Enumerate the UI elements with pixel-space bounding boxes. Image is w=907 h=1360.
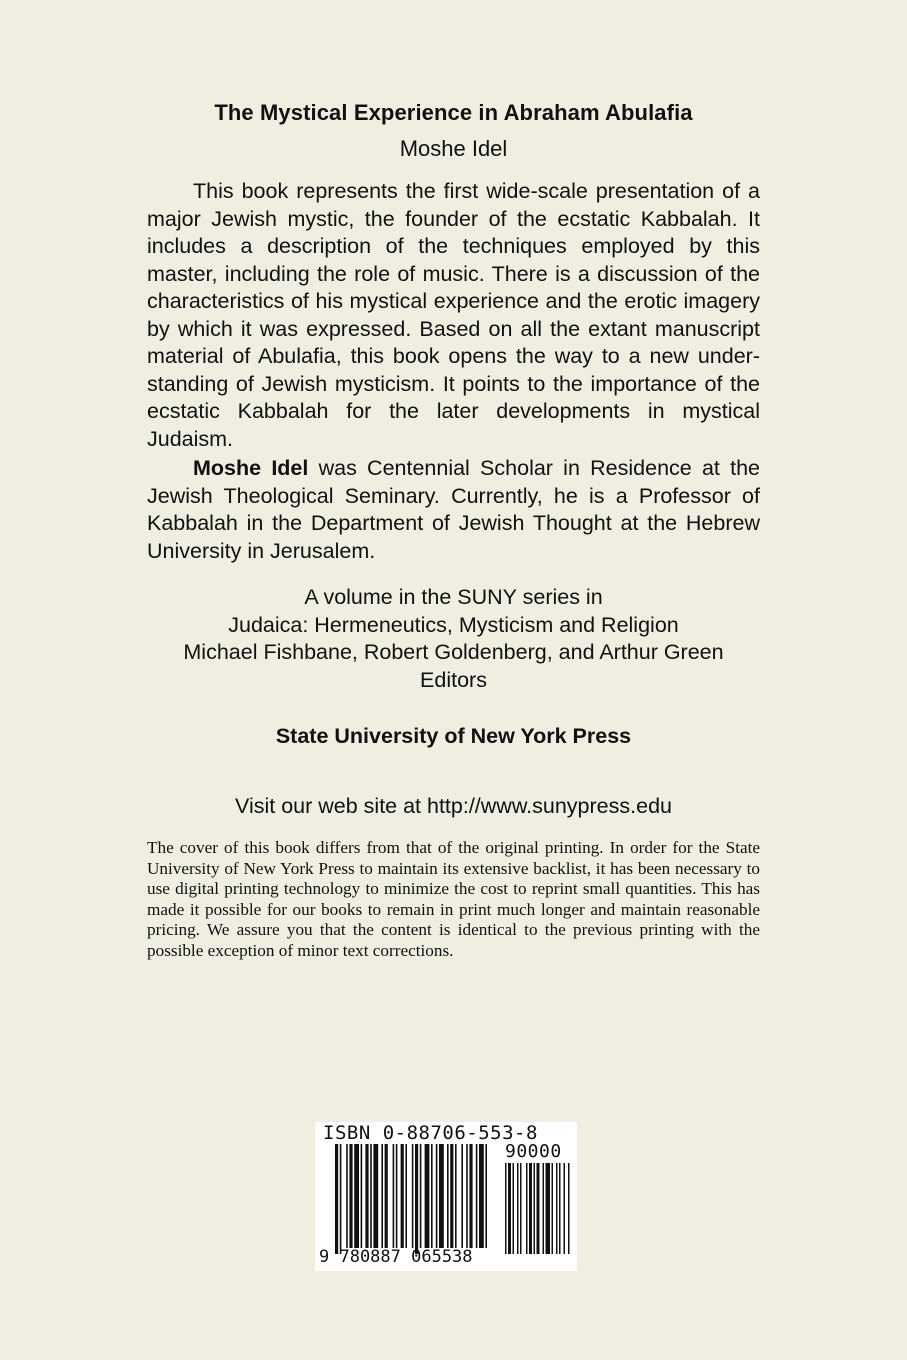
- barcode-bar: [469, 1144, 472, 1248]
- isbn-number: ISBN 0-88706-553-8: [323, 1122, 538, 1144]
- barcode-bar: [405, 1144, 407, 1248]
- series-editors: Michael Fishbane, Robert Goldenberg, and Arthur Green: [183, 640, 724, 664]
- barcode-bar: [439, 1144, 444, 1248]
- printing-notice: The cover of this book differs from that of the original printing. In order for the State University of New York Press to maintain its extensive backlist, it has been necessary to use digital printing technology to minimize the cost to reprint small quantities. This has made it possible for our books to remain in print much longer and maintain reasonable pricing. We assure you that the content is identical to the previous printing with the possible exception of minor text corrections.: [147, 838, 760, 960]
- barcode-bar: [436, 1144, 438, 1248]
- barcode-bar: [335, 1144, 338, 1254]
- series-info: [0, 584, 907, 694]
- barcode-label: [315, 1122, 577, 1271]
- barcode-bar: [431, 1144, 433, 1248]
- publisher-website: Visit our web site at http://www.sunypress.edu: [235, 794, 672, 818]
- barcode-bar: [381, 1144, 383, 1248]
- barcode-bar: [447, 1144, 449, 1248]
- addon-bar: [543, 1163, 545, 1254]
- barcode-bar: [450, 1144, 453, 1248]
- addon-bar: [564, 1163, 566, 1254]
- series-editors-label: Editors: [420, 667, 487, 692]
- addon-bar: [520, 1163, 522, 1254]
- book-author: Moshe Idel: [399, 136, 508, 161]
- barcode-bar: [485, 1144, 487, 1248]
- barcode-bar: [346, 1144, 348, 1248]
- addon-bar: [552, 1163, 554, 1254]
- author-bio-text: was Centennial Scholar in Residence at the Jewish Theological Seminary. Currently, he is a Professor of Kabbalah in the Department of Jewish Thought at the Hebrew University in Jerusalem.: [147, 456, 760, 563]
- addon-bar: [546, 1163, 551, 1254]
- addon-bar: [537, 1163, 540, 1254]
- barcode-bar: [415, 1144, 418, 1254]
- addon-bar: [529, 1163, 532, 1254]
- barcode-bar: [385, 1144, 388, 1248]
- addon-bar: [505, 1163, 507, 1254]
- price-code: 90000: [505, 1141, 562, 1162]
- addon-bar: [513, 1163, 515, 1254]
- barcode-bar: [401, 1144, 404, 1248]
- barcode-bar: [361, 1144, 363, 1248]
- barcode-bar: [354, 1144, 359, 1248]
- barcode-bar: [393, 1144, 395, 1248]
- barcode-bar: [370, 1144, 372, 1248]
- barcode-bar: [373, 1144, 378, 1248]
- author-bio: [147, 455, 760, 565]
- series-line-1: A volume in the SUNY series in: [304, 585, 603, 609]
- barcode-bar: [425, 1144, 430, 1248]
- addon-bar: [526, 1163, 528, 1254]
- addon-bar: [508, 1163, 511, 1254]
- barcode-bar: [461, 1144, 463, 1248]
- book-description: This book represents the first wide-scale presentation of a major Jewish mystic, the founder of the ecstatic Kabbalah. It includes a description of the techniques employed by this master, including the role of music. There is a discussion of the characteristics of his mystical experience and the erotic imagery by which it was expressed. Based on all the extant manuscript material of Abulafia, this book opens the way to a new understanding of Jewish mysticism. It points to the importance of the ecstatic Kabbalah for the later developments in mystical Judaism.: [147, 179, 760, 451]
- barcode-bar: [412, 1144, 414, 1248]
- series-line-2: Judaica: Hermeneutics, Mysticism and Religion: [228, 612, 679, 637]
- author-bio-name: Moshe Idel: [193, 456, 309, 480]
- addon-bar: [534, 1163, 536, 1254]
- barcode-bar: [466, 1144, 468, 1248]
- book-title: The Mystical Experience in Abraham Abulafia: [214, 100, 693, 125]
- barcode-bar: [349, 1144, 352, 1248]
- ean-digits: 9 780887 065538: [319, 1247, 473, 1267]
- barcode-bar: [476, 1144, 478, 1248]
- barcode-bar: [479, 1144, 484, 1248]
- barcode-bar: [396, 1144, 398, 1248]
- addon-bar: [559, 1163, 561, 1254]
- addon-bar: [517, 1163, 519, 1254]
- barcode-bar: [365, 1144, 368, 1248]
- addon-bar: [568, 1163, 570, 1254]
- addon-bar: [556, 1163, 558, 1254]
- barcode-bar: [420, 1144, 422, 1248]
- barcode-bar: [340, 1144, 342, 1254]
- barcode-bar: [455, 1144, 457, 1248]
- publisher-name: State University of New York Press: [275, 724, 632, 748]
